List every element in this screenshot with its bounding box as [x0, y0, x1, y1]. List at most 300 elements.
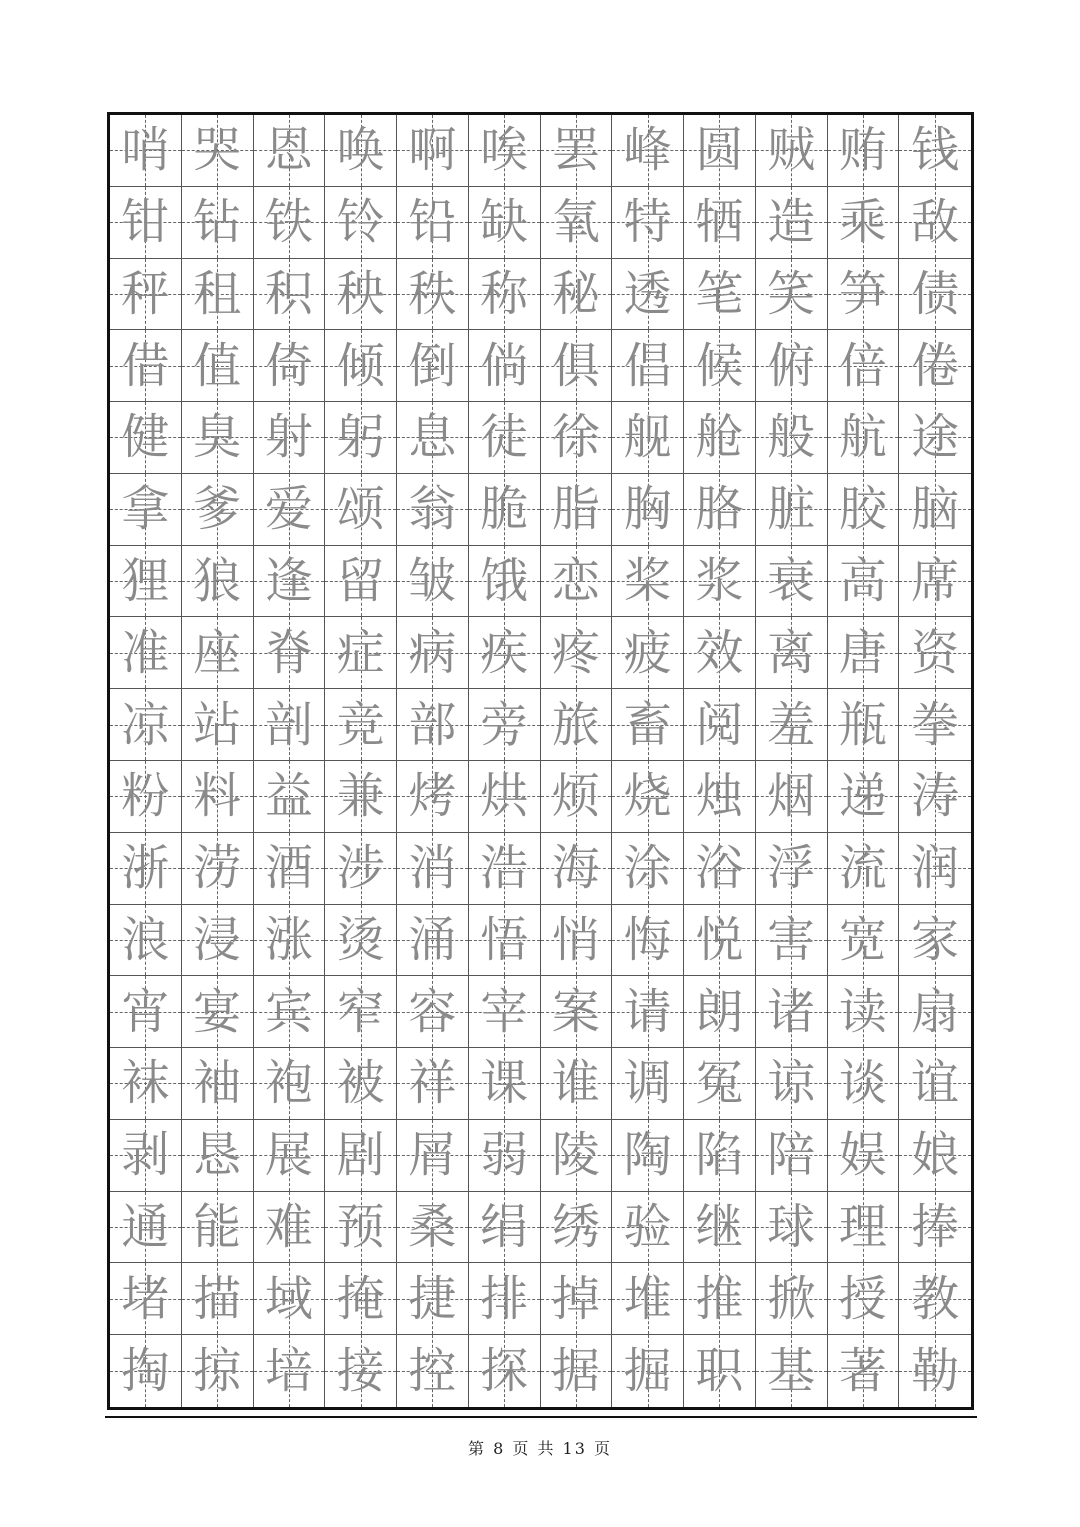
- practice-character: 铁: [264, 194, 313, 251]
- grid-cell: [756, 1192, 828, 1264]
- practice-character: 借: [121, 337, 170, 394]
- practice-character: 涝: [193, 840, 242, 897]
- grid-cell: [828, 546, 900, 618]
- grid-cell: [254, 474, 326, 546]
- grid-cell: [756, 330, 828, 402]
- grid-cell: [182, 1192, 254, 1264]
- practice-character: 流: [838, 840, 887, 897]
- grid-cell: [899, 115, 971, 187]
- grid-cell: [756, 905, 828, 977]
- grid-cell: [469, 976, 541, 1048]
- practice-character: 著: [838, 1343, 887, 1400]
- grid-cell: [397, 1335, 469, 1407]
- practice-character: 舰: [623, 409, 672, 466]
- grid-cell: [541, 474, 613, 546]
- practice-character: 瓶: [838, 696, 887, 753]
- grid-cell: [254, 259, 326, 331]
- practice-character: 通: [121, 1199, 170, 1256]
- practice-character: 笔: [695, 265, 744, 322]
- practice-character: 继: [695, 1199, 744, 1256]
- practice-character: 租: [193, 265, 242, 322]
- grid-cell: [756, 617, 828, 689]
- grid-cell: [469, 115, 541, 187]
- grid-cell: [684, 905, 756, 977]
- practice-character: 窄: [336, 983, 385, 1040]
- practice-character: 啊: [408, 122, 457, 179]
- practice-character: 离: [767, 624, 816, 681]
- grid-cell: [110, 259, 182, 331]
- practice-character: 倚: [264, 337, 313, 394]
- grid-cell: [397, 1192, 469, 1264]
- practice-character: 疾: [480, 624, 529, 681]
- practice-character: 脑: [911, 481, 960, 538]
- grid-cell: [612, 905, 684, 977]
- practice-character: 涨: [264, 911, 313, 968]
- practice-character: 倍: [838, 337, 887, 394]
- grid-cell: [397, 259, 469, 331]
- practice-character: 爱: [264, 481, 313, 538]
- practice-character: 恋: [551, 553, 600, 610]
- practice-character: 预: [336, 1199, 385, 1256]
- practice-character: 烛: [695, 768, 744, 825]
- practice-character: 脏: [767, 481, 816, 538]
- practice-character: 扇: [911, 983, 960, 1040]
- grid-cell: [469, 1192, 541, 1264]
- grid-cell: [828, 259, 900, 331]
- practice-character: 掉: [551, 1270, 600, 1327]
- practice-character: 递: [838, 768, 887, 825]
- practice-character: 畜: [623, 696, 672, 753]
- grid-cell: [469, 402, 541, 474]
- practice-character: 恩: [264, 122, 313, 179]
- grid-cell: [254, 115, 326, 187]
- grid-cell: [182, 546, 254, 618]
- practice-character: 脊: [264, 624, 313, 681]
- grid-cell: [899, 259, 971, 331]
- practice-character: 病: [408, 624, 457, 681]
- practice-character: 案: [551, 983, 600, 1040]
- grid-cell: [541, 546, 613, 618]
- grid-cell: [828, 1335, 900, 1407]
- practice-character: 恳: [193, 1127, 242, 1184]
- grid-cell: [397, 115, 469, 187]
- practice-character: 悦: [695, 911, 744, 968]
- practice-character: 饿: [480, 553, 529, 610]
- grid-cell: [612, 833, 684, 905]
- practice-character: 哨: [121, 122, 170, 179]
- practice-character: 衰: [767, 553, 816, 610]
- practice-character: 秩: [408, 265, 457, 322]
- grid-cell: [684, 330, 756, 402]
- grid-cell: [684, 1120, 756, 1192]
- practice-character: 息: [408, 409, 457, 466]
- grid-cell: [325, 546, 397, 618]
- practice-character: 授: [838, 1270, 887, 1327]
- grid-cell: [828, 1120, 900, 1192]
- practice-character: 拿: [121, 481, 170, 538]
- practice-character: 胳: [695, 481, 744, 538]
- practice-character: 贿: [838, 122, 887, 179]
- grid-cell: [325, 1192, 397, 1264]
- grid-cell: [756, 833, 828, 905]
- grid-cell: [541, 1120, 613, 1192]
- practice-character: 疲: [623, 624, 672, 681]
- grid-cell: [469, 546, 541, 618]
- grid-cell: [325, 976, 397, 1048]
- practice-character: 难: [264, 1199, 313, 1256]
- grid-cell: [397, 187, 469, 259]
- grid-cell: [397, 1263, 469, 1335]
- grid-cell: [110, 1048, 182, 1120]
- grid-cell: [541, 1263, 613, 1335]
- practice-character: 捷: [408, 1270, 457, 1327]
- grid-cell: [397, 833, 469, 905]
- grid-cell: [684, 474, 756, 546]
- grid-cell: [182, 1263, 254, 1335]
- practice-character: 涉: [336, 840, 385, 897]
- practice-character: 课: [480, 1055, 529, 1112]
- practice-character: 钱: [911, 122, 960, 179]
- practice-character: 请: [623, 983, 672, 1040]
- grid-cell: [756, 546, 828, 618]
- practice-character: 被: [336, 1055, 385, 1112]
- grid-cell: [828, 1192, 900, 1264]
- grid-cell: [254, 330, 326, 402]
- practice-character: 圆: [695, 122, 744, 179]
- practice-character: 悔: [623, 911, 672, 968]
- practice-character: 唤: [336, 122, 385, 179]
- grid-cell: [684, 833, 756, 905]
- practice-character: 浴: [695, 840, 744, 897]
- grid-cell: [684, 689, 756, 761]
- grid-cell: [612, 259, 684, 331]
- character-grid: [107, 112, 974, 1410]
- grid-cell: [469, 330, 541, 402]
- practice-character: 袖: [193, 1055, 242, 1112]
- grid-cell: [397, 546, 469, 618]
- grid-cell: [182, 115, 254, 187]
- practice-character: 祥: [408, 1055, 457, 1112]
- practice-character: 站: [193, 696, 242, 753]
- grid-cell: [110, 1192, 182, 1264]
- grid-cell: [541, 330, 613, 402]
- grid-cell: [254, 761, 326, 833]
- practice-character: 疼: [551, 624, 600, 681]
- practice-character: 特: [623, 194, 672, 251]
- grid-cell: [397, 761, 469, 833]
- practice-character: 理: [838, 1199, 887, 1256]
- practice-character: 陪: [767, 1127, 816, 1184]
- practice-character: 涛: [911, 768, 960, 825]
- grid-cell: [469, 617, 541, 689]
- practice-character: 积: [264, 265, 313, 322]
- practice-character: 浙: [121, 840, 170, 897]
- practice-character: 俱: [551, 337, 600, 394]
- grid-cell: [110, 1120, 182, 1192]
- grid-cell: [828, 1263, 900, 1335]
- grid-cell: [182, 1048, 254, 1120]
- practice-character: 娘: [911, 1127, 960, 1184]
- practice-character: 朗: [695, 983, 744, 1040]
- grid-cell: [254, 689, 326, 761]
- grid-cell: [325, 905, 397, 977]
- practice-character: 据: [551, 1343, 600, 1400]
- grid-cell: [325, 259, 397, 331]
- grid-cell: [684, 1048, 756, 1120]
- grid-cell: [254, 1263, 326, 1335]
- grid-cell: [254, 1335, 326, 1407]
- practice-character: 秤: [121, 265, 170, 322]
- practice-character: 宴: [193, 983, 242, 1040]
- grid-cell: [397, 1120, 469, 1192]
- practice-character: 旅: [551, 696, 600, 753]
- grid-cell: [182, 617, 254, 689]
- practice-character: 敌: [911, 194, 960, 251]
- grid-cell: [397, 617, 469, 689]
- grid-cell: [325, 1335, 397, 1407]
- grid-cell: [756, 1335, 828, 1407]
- grid-cell: [612, 761, 684, 833]
- grid-cell: [182, 833, 254, 905]
- practice-character: 球: [767, 1199, 816, 1256]
- practice-character: 爹: [193, 481, 242, 538]
- grid-cell: [828, 115, 900, 187]
- practice-character: 涂: [623, 840, 672, 897]
- grid-cell: [469, 1263, 541, 1335]
- practice-character: 袜: [121, 1055, 170, 1112]
- grid-cell: [325, 1120, 397, 1192]
- practice-character: 堆: [623, 1270, 672, 1327]
- grid-cell: [325, 402, 397, 474]
- grid-cell: [828, 833, 900, 905]
- practice-character: 俯: [767, 337, 816, 394]
- grid-cell: [899, 1120, 971, 1192]
- grid-cell: [397, 1048, 469, 1120]
- practice-character: 谊: [911, 1055, 960, 1112]
- grid-cell: [612, 1120, 684, 1192]
- practice-character: 透: [623, 265, 672, 322]
- grid-cell: [469, 474, 541, 546]
- practice-character: 宽: [838, 911, 887, 968]
- practice-character: 航: [838, 409, 887, 466]
- grid-cell: [469, 761, 541, 833]
- practice-character: 钳: [121, 194, 170, 251]
- grid-cell: [325, 115, 397, 187]
- practice-character: 剥: [121, 1127, 170, 1184]
- grid-cell: [612, 689, 684, 761]
- practice-character: 浆: [695, 553, 744, 610]
- practice-character: 贼: [767, 122, 816, 179]
- practice-character: 谈: [838, 1055, 887, 1112]
- grid-cell: [684, 1192, 756, 1264]
- practice-character: 胶: [838, 481, 887, 538]
- grid-cell: [541, 1335, 613, 1407]
- grid-cell: [182, 976, 254, 1048]
- grid-cell: [325, 689, 397, 761]
- grid-cell: [182, 402, 254, 474]
- grid-cell: [612, 115, 684, 187]
- grid-cell: [254, 617, 326, 689]
- practice-character: 绢: [480, 1199, 529, 1256]
- practice-character: 掀: [767, 1270, 816, 1327]
- grid-cell: [254, 546, 326, 618]
- practice-character: 排: [480, 1270, 529, 1327]
- practice-character: 羞: [767, 696, 816, 753]
- practice-character: 粉: [121, 768, 170, 825]
- practice-character: 途: [911, 409, 960, 466]
- practice-character: 消: [408, 840, 457, 897]
- practice-character: 倡: [623, 337, 672, 394]
- grid-cell: [899, 1192, 971, 1264]
- practice-character: 徐: [551, 409, 600, 466]
- practice-character: 烟: [767, 768, 816, 825]
- practice-character: 射: [264, 409, 313, 466]
- grid-cell: [828, 689, 900, 761]
- practice-character: 罢: [551, 122, 600, 179]
- practice-character: 宰: [480, 983, 529, 1040]
- grid-cell: [612, 1192, 684, 1264]
- grid-cell: [325, 617, 397, 689]
- grid-cell: [612, 330, 684, 402]
- grid-cell: [612, 402, 684, 474]
- grid-cell: [828, 761, 900, 833]
- practice-character: 凉: [121, 696, 170, 753]
- practice-character: 哭: [193, 122, 242, 179]
- grid-cell: [541, 617, 613, 689]
- practice-character: 臭: [193, 409, 242, 466]
- bottom-rule: [105, 1416, 977, 1418]
- practice-character: 唉: [480, 122, 529, 179]
- practice-character: 缺: [480, 194, 529, 251]
- practice-character: 控: [408, 1343, 457, 1400]
- grid-cell: [325, 330, 397, 402]
- grid-cell: [612, 617, 684, 689]
- grid-cell: [182, 187, 254, 259]
- grid-cell: [756, 115, 828, 187]
- grid-cell: [110, 905, 182, 977]
- practice-character: 钻: [193, 194, 242, 251]
- practice-character: 笑: [767, 265, 816, 322]
- grid-cell: [325, 1048, 397, 1120]
- practice-character: 值: [193, 337, 242, 394]
- practice-character: 氧: [551, 194, 600, 251]
- practice-character: 座: [193, 624, 242, 681]
- grid-cell: [182, 259, 254, 331]
- grid-cell: [756, 1048, 828, 1120]
- grid-cell: [110, 115, 182, 187]
- practice-character: 谅: [767, 1055, 816, 1112]
- grid-cell: [828, 617, 900, 689]
- grid-cell: [612, 187, 684, 259]
- practice-character: 牺: [695, 194, 744, 251]
- grid-cell: [899, 546, 971, 618]
- grid-cell: [182, 1335, 254, 1407]
- grid-cell: [541, 905, 613, 977]
- practice-character: 翁: [408, 481, 457, 538]
- grid-cell: [110, 1335, 182, 1407]
- grid-cell: [541, 689, 613, 761]
- grid-cell: [899, 1263, 971, 1335]
- grid-cell: [899, 1335, 971, 1407]
- grid-cell: [612, 546, 684, 618]
- practice-character: 培: [264, 1343, 313, 1400]
- practice-character: 冤: [695, 1055, 744, 1112]
- practice-character: 润: [911, 840, 960, 897]
- grid-cell: [254, 976, 326, 1048]
- grid-cell: [254, 1192, 326, 1264]
- practice-character: 悟: [480, 911, 529, 968]
- practice-character: 候: [695, 337, 744, 394]
- grid-cell: [325, 474, 397, 546]
- practice-character: 高: [838, 553, 887, 610]
- grid-cell: [397, 689, 469, 761]
- grid-cell: [828, 905, 900, 977]
- practice-character: 铃: [336, 194, 385, 251]
- grid-cell: [899, 402, 971, 474]
- grid-cell: [684, 259, 756, 331]
- practice-character: 诸: [767, 983, 816, 1040]
- practice-character: 涌: [408, 911, 457, 968]
- practice-character: 域: [264, 1270, 313, 1327]
- grid-cell: [756, 689, 828, 761]
- practice-character: 家: [911, 911, 960, 968]
- practice-character: 堵: [121, 1270, 170, 1327]
- practice-character: 袍: [264, 1055, 313, 1112]
- practice-character: 捧: [911, 1199, 960, 1256]
- practice-character: 描: [193, 1270, 242, 1327]
- grid-cell: [612, 1263, 684, 1335]
- grid-cell: [684, 402, 756, 474]
- grid-cell: [182, 1120, 254, 1192]
- grid-cell: [612, 1048, 684, 1120]
- grid-cell: [541, 1048, 613, 1120]
- practice-character: 娱: [838, 1127, 887, 1184]
- grid-cell: [899, 905, 971, 977]
- practice-character: 桑: [408, 1199, 457, 1256]
- grid-cell: [756, 402, 828, 474]
- grid-cell: [684, 187, 756, 259]
- practice-character: 掠: [193, 1343, 242, 1400]
- practice-character: 陵: [551, 1127, 600, 1184]
- grid-cell: [684, 1335, 756, 1407]
- practice-character: 躬: [336, 409, 385, 466]
- grid-cell: [684, 546, 756, 618]
- grid-cell: [182, 689, 254, 761]
- grid-cell: [469, 1120, 541, 1192]
- grid-cell: [110, 833, 182, 905]
- practice-character: 弱: [480, 1127, 529, 1184]
- grid-cell: [828, 976, 900, 1048]
- grid-cell: [254, 905, 326, 977]
- practice-character: 宾: [264, 983, 313, 1040]
- practice-character: 逢: [264, 553, 313, 610]
- practice-character: 健: [121, 409, 170, 466]
- grid-cell: [110, 474, 182, 546]
- practice-character: 接: [336, 1343, 385, 1400]
- grid-cell: [254, 1120, 326, 1192]
- grid-cell: [899, 976, 971, 1048]
- grid-cell: [756, 1120, 828, 1192]
- practice-character: 益: [264, 768, 313, 825]
- practice-character: 部: [408, 696, 457, 753]
- grid-cell: [110, 761, 182, 833]
- grid-cell: [541, 402, 613, 474]
- practice-character: 掘: [623, 1343, 672, 1400]
- grid-cell: [541, 187, 613, 259]
- practice-character: 陷: [695, 1127, 744, 1184]
- grid-cell: [541, 259, 613, 331]
- practice-character: 准: [121, 624, 170, 681]
